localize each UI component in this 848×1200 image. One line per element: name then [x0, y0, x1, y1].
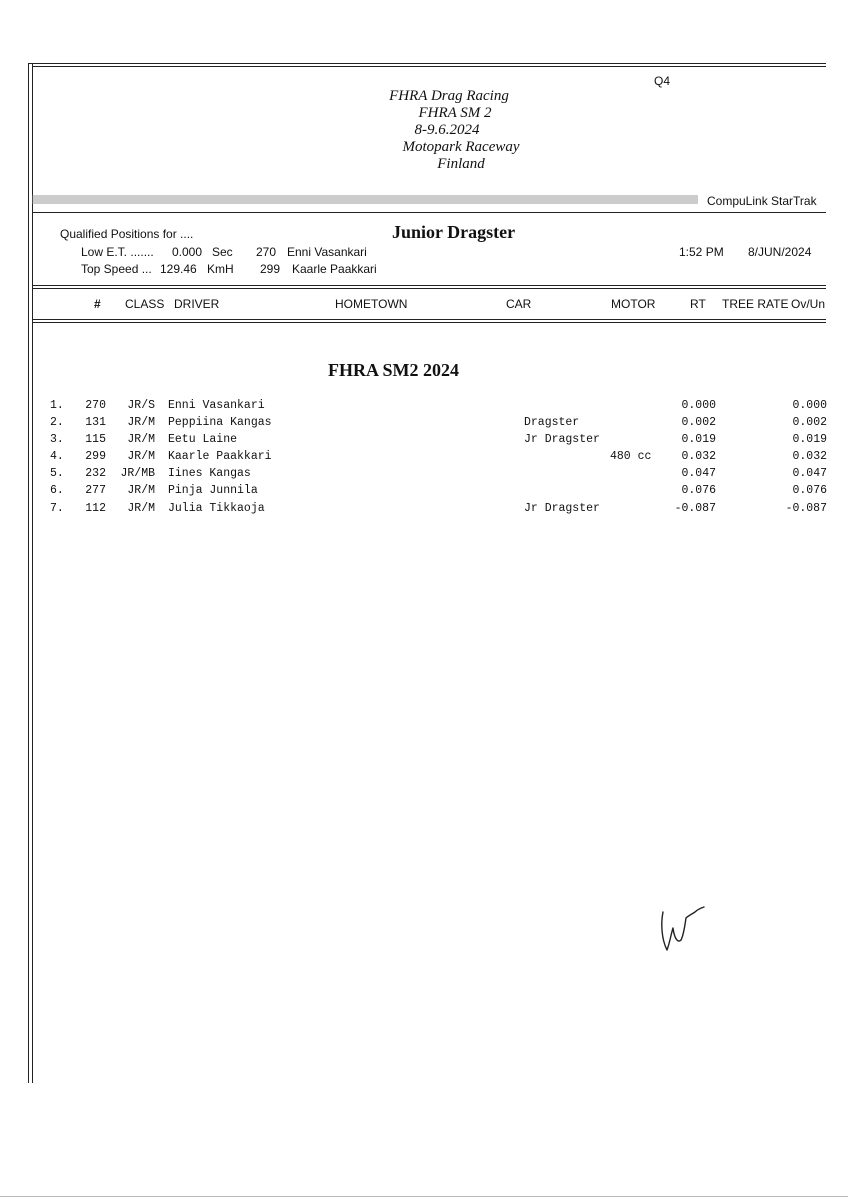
row-driver: Eetu Laine — [168, 433, 238, 446]
row-motor: 480 cc — [610, 450, 652, 463]
row-car: Jr Dragster — [524, 502, 600, 515]
row-rt: 0.032 — [681, 450, 716, 463]
row-rt: 0.002 — [681, 416, 716, 429]
table-row — [0, 450, 848, 467]
table-row — [0, 433, 848, 450]
top-speed-value: 129.46 — [160, 262, 197, 276]
top-speed-number: 299 — [260, 262, 281, 276]
header-top-rule-2 — [32, 288, 826, 289]
row-number: 232 — [85, 467, 106, 480]
row-driver: Pinja Junnila — [168, 484, 258, 497]
row-driver: Julia Tikkaoja — [168, 502, 265, 515]
section-title: FHRA SM2 2024 — [328, 360, 460, 380]
col-header-num: # — [94, 297, 101, 311]
col-header-ovun: Ov/Un — [791, 297, 826, 311]
row-driver: Iines Kangas — [168, 467, 251, 480]
row-class: JR/M — [127, 502, 155, 515]
row-driver: Enni Vasankari — [168, 399, 265, 412]
col-header-motor: MOTOR — [611, 297, 656, 311]
table-row — [0, 502, 848, 519]
top-speed-label: Top Speed ... — [81, 262, 152, 276]
row-ovun: 0.019 — [792, 433, 827, 446]
qualified-label: Qualified Positions for .... — [60, 227, 194, 241]
brand-label: CompuLink StarTrak — [707, 194, 817, 208]
top-speed-driver: Kaarle Paakkari — [292, 262, 377, 276]
row-rt: 0.019 — [681, 433, 716, 446]
row-ovun: 0.076 — [792, 484, 827, 497]
row-number: 270 — [85, 399, 106, 412]
event-title-block — [340, 88, 570, 173]
left-border — [28, 63, 29, 1083]
row-ovun: 0.000 — [792, 399, 827, 412]
class-title: Junior Dragster — [392, 222, 516, 242]
row-ovun: 0.047 — [792, 467, 827, 480]
row-rt: 0.000 — [681, 399, 716, 412]
row-number: 115 — [85, 433, 106, 446]
info-top-rule — [32, 212, 826, 213]
event-line: FHRA SM 2 — [418, 105, 492, 121]
row-pos: 5. — [50, 467, 64, 480]
col-header-car: CAR — [506, 297, 532, 311]
row-class: JR/M — [127, 450, 155, 463]
row-pos: 2. — [50, 416, 64, 429]
dotted-band — [32, 195, 698, 204]
row-driver: Peppiina Kangas — [168, 416, 272, 429]
col-header-rt: RT — [690, 297, 706, 311]
row-class: JR/S — [127, 399, 155, 412]
row-pos: 3. — [50, 433, 64, 446]
top-speed-unit: KmH — [207, 262, 234, 276]
low-et-driver: Enni Vasankari — [287, 245, 367, 259]
row-driver: Kaarle Paakkari — [168, 450, 272, 463]
row-pos: 6. — [50, 484, 64, 497]
page-bottom-rule — [0, 1196, 848, 1197]
row-ovun: -0.087 — [785, 502, 827, 515]
row-class: JR/M — [127, 484, 155, 497]
table-row — [0, 399, 848, 416]
row-rt: -0.087 — [674, 502, 716, 515]
row-rt: 0.047 — [681, 467, 716, 480]
row-number: 277 — [85, 484, 106, 497]
row-ovun: 0.002 — [792, 416, 827, 429]
row-pos: 4. — [50, 450, 64, 463]
col-header-driver: DRIVER — [174, 297, 220, 311]
page-code: Q4 — [654, 74, 671, 88]
low-et-label: Low E.T. ....... — [81, 245, 154, 259]
top-rule-2 — [32, 66, 826, 67]
row-class: JR/M — [127, 433, 155, 446]
table-row — [0, 467, 848, 484]
header-top-rule — [32, 285, 826, 286]
event-line: Finland — [437, 156, 485, 172]
row-car: Dragster — [524, 416, 580, 429]
header-bottom-rule — [32, 319, 826, 320]
row-class: JR/MB — [120, 467, 155, 480]
event-line: 8-9.6.2024 — [414, 122, 480, 138]
low-et-unit: Sec — [212, 245, 233, 259]
left-border-inner — [32, 63, 33, 1083]
table-row — [0, 416, 848, 433]
row-pos: 1. — [50, 399, 64, 412]
row-class: JR/M — [127, 416, 155, 429]
event-line: FHRA Drag Racing — [389, 88, 509, 104]
report-time: 1:52 PM — [679, 245, 724, 259]
table-row — [0, 484, 848, 501]
row-number: 299 — [85, 450, 106, 463]
top-rule — [28, 63, 826, 64]
event-line: Motopark Raceway — [402, 139, 520, 155]
row-number: 112 — [85, 502, 106, 515]
handwritten-signature — [655, 900, 715, 960]
col-header-hometown: HOMETOWN — [335, 297, 408, 311]
row-rt: 0.076 — [681, 484, 716, 497]
row-number: 131 — [85, 416, 106, 429]
low-et-value: 0.000 — [172, 245, 203, 259]
header-bottom-rule-2 — [32, 322, 826, 323]
row-car: Jr Dragster — [524, 433, 600, 446]
row-pos: 7. — [50, 502, 64, 515]
row-ovun: 0.032 — [792, 450, 827, 463]
report-date: 8/JUN/2024 — [748, 245, 812, 259]
low-et-number: 270 — [256, 245, 277, 259]
col-header-class: CLASS — [125, 297, 165, 311]
col-header-tree-rate: TREE RATE — [722, 297, 789, 311]
